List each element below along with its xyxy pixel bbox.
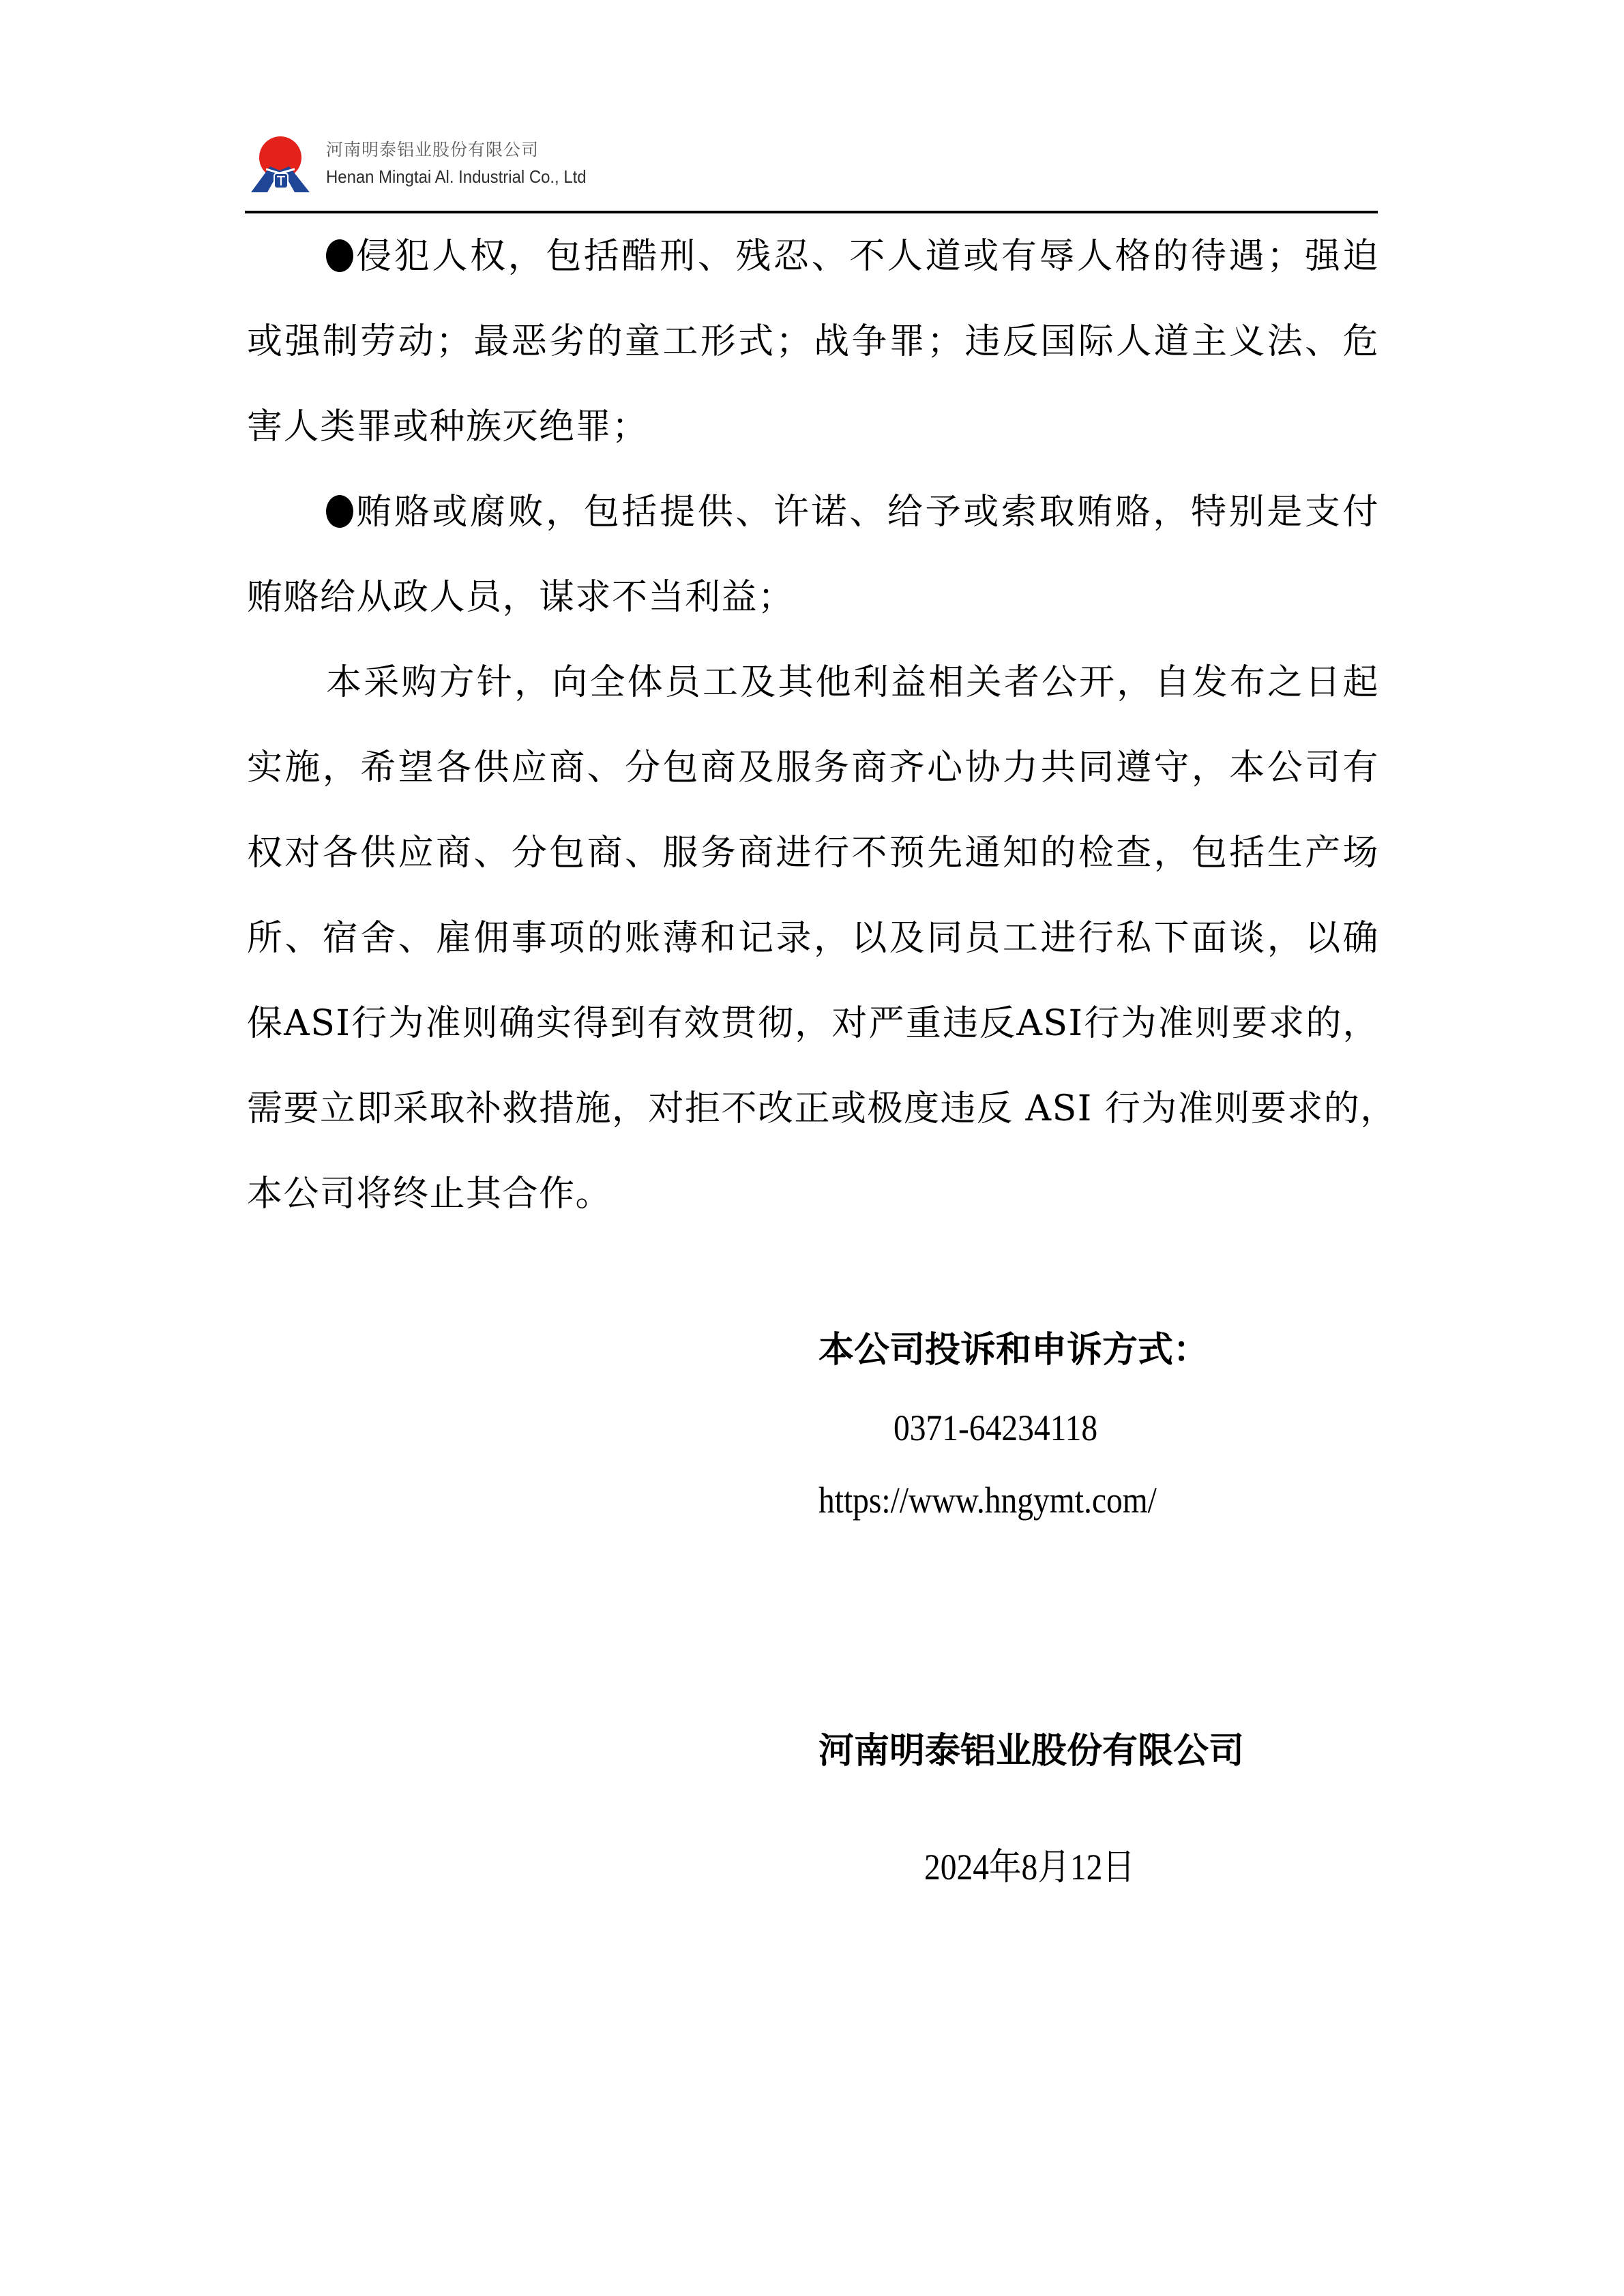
- paragraph-3-line-2: 实施，希望各供应商、分包商及服务商齐心协力共同遵守，本公司有: [247, 747, 1379, 788]
- mingtai-logo-icon: [250, 135, 312, 194]
- signature-company-name: 河南明泰铝业股份有限公司: [818, 1730, 1245, 1772]
- paragraph-1-line-1: 侵犯人权，包括酷刑、残忍、不人道或有辱人格的待遇；强迫: [326, 236, 1379, 277]
- paragraph-3-line-6: 需要立即采取补救措施，对拒不改正或极度违反 ASI 行为准则要求的，: [247, 1088, 1397, 1129]
- header-company-name-cn: 河南明泰铝业股份有限公司: [326, 140, 540, 160]
- filled-circle-bullet-icon: [326, 239, 353, 272]
- filled-circle-bullet-icon: [326, 495, 353, 528]
- paragraph-2-line-2: 贿赂给从政人员，谋求不当利益；: [247, 577, 795, 618]
- signature-date: 2024年8月12日: [924, 1847, 1135, 1888]
- header-divider: [245, 211, 1378, 213]
- paragraph-3-line-1: 本采购方针，向全体员工及其他利益相关者公开，自发布之日起: [326, 662, 1379, 703]
- contact-phone: 0371-64234118: [894, 1407, 1098, 1448]
- paragraph-1-line-3: 害人类罪或种族灭绝罪；: [247, 406, 649, 447]
- contact-heading: 本公司投诉和申诉方式：: [818, 1329, 1209, 1371]
- contact-website-link[interactable]: https://www.hngymt.com/: [818, 1480, 1157, 1521]
- paragraph-3-line-3: 权对各供应商、分包商、服务商进行不预先通知的检查，包括生产场: [247, 833, 1379, 874]
- paragraph-3-line-7: 本公司将终止其合作。: [247, 1174, 612, 1214]
- paragraph-2-line-1: 贿赂或腐败，包括提供、许诺、给予或索取贿赂，特别是支付: [326, 492, 1379, 533]
- paragraph-3-line-4: 所、宿舍、雇佣事项的账薄和记录，以及同员工进行私下面谈，以确: [247, 918, 1379, 959]
- paragraph-1-line-2: 或强制劳动；最恶劣的童工形式；战争罪；违反国际人道主义法、危: [247, 321, 1379, 362]
- paragraph-3-line-5: 保ASI行为准则确实得到有效贯彻，对严重违反ASI行为准则要求的，: [247, 1003, 1379, 1044]
- header-company-name-en: Henan Mingtai Al. Industrial Co., Ltd: [326, 166, 587, 187]
